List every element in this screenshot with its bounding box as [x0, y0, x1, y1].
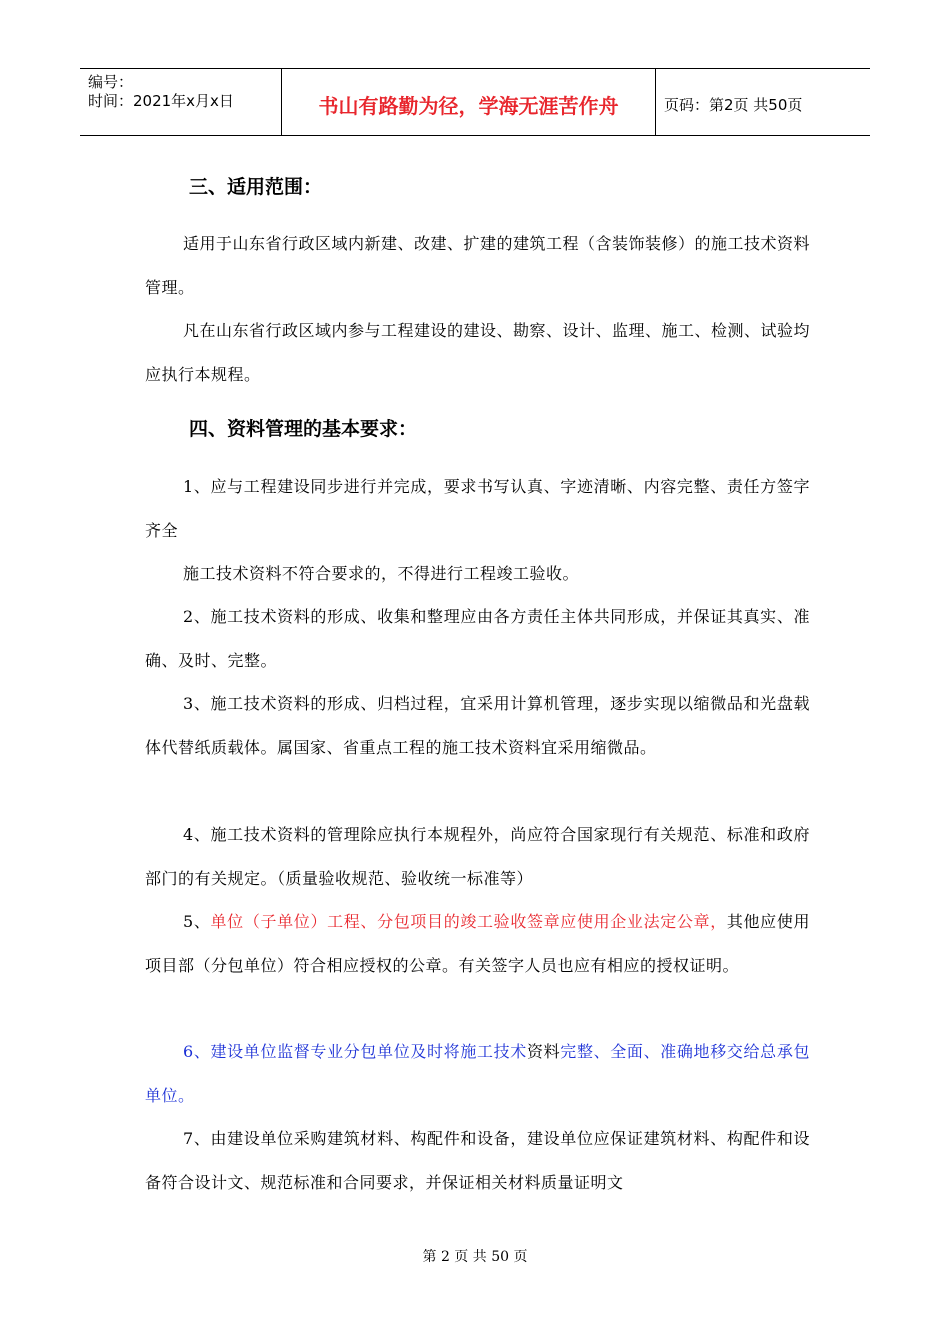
section-4-paragraph-3: 2、施工技术资料的形成、收集和整理应由各方责任主体共同形成，并保证其真实、准确、及时、完整。 [145, 607, 810, 670]
motto: 书山有路勤为径，学海无涯苦作舟 [282, 69, 656, 135]
page-info: 页码：第2页 共50页 [664, 95, 803, 114]
section-4-paragraph-6 [145, 900, 810, 987]
item-6-plain: 资料 [526, 1042, 561, 1061]
page-footer: 第 2 页 共 50 页 [422, 1249, 528, 1265]
header-table [80, 68, 870, 136]
item-5-rest: 其他应使用项目部（分包单位）符合相应授权的公章。有关签字人员也应有相应的授权证明。 [145, 912, 810, 975]
section-3-paragraph-2: 凡在山东省行政区域内参与工程建设的建设、勘察、设计、监理、施工、检测、试验均应执行本规程。 [145, 321, 811, 384]
item-6-highlight-1: 6、建设单位监督专业分包单位及时将施工技术 [183, 1042, 527, 1061]
section-3-title: 三、适用范围： [189, 176, 323, 198]
section-4-paragraph-7 [145, 1030, 810, 1117]
section-4-paragraph-2: 施工技术资料不符合要求的，不得进行工程竣工验收。 [183, 564, 580, 583]
header-left-cell [80, 69, 282, 135]
item-5-number: 5、 [183, 912, 211, 931]
section-4-paragraph-8: 7、由建设单位采购建筑材料、构配件和设备，建设单位应保证建筑材料、构配件和设备符合设计文、规范标准和合同要求，并保证相关材料质量证明文 [145, 1129, 810, 1192]
section-3-paragraph-1: 适用于山东省行政区域内新建、改建、扩建的建筑工程（含装饰装修）的施工技术资料管理。 [145, 234, 811, 297]
section-4-paragraph-4: 3、施工技术资料的形成、归档过程，宜采用计算机管理，逐步实现以缩微品和光盘载体代替纸质载体。属国家、省重点工程的施工技术资料宜采用缩微品。 [145, 694, 810, 757]
item-6-highlight-2: 完整、全面、准确地移交给总承包单位。 [145, 1042, 810, 1105]
number-label: 编号： [88, 73, 134, 91]
item-5-highlight: 单位（子单位）工程、分包项目的竣工验收签章应使用企业法定公章， [210, 912, 727, 931]
section-4-paragraph-5: 4、施工技术资料的管理除应执行本规程外，尚应符合国家现行有关规范、标准和政府部门的有关规定。（质量验收规范、验收统一标准等） [145, 825, 810, 888]
section-4-title: 四、资料管理的基本要求： [189, 418, 418, 440]
section-4-paragraph-1: 1、应与工程建设同步进行并完成，要求书写认真、字迹清晰、内容完整、责任方签字齐全 [145, 477, 810, 540]
time-label: 时间：2021年x月x日 [88, 92, 234, 110]
